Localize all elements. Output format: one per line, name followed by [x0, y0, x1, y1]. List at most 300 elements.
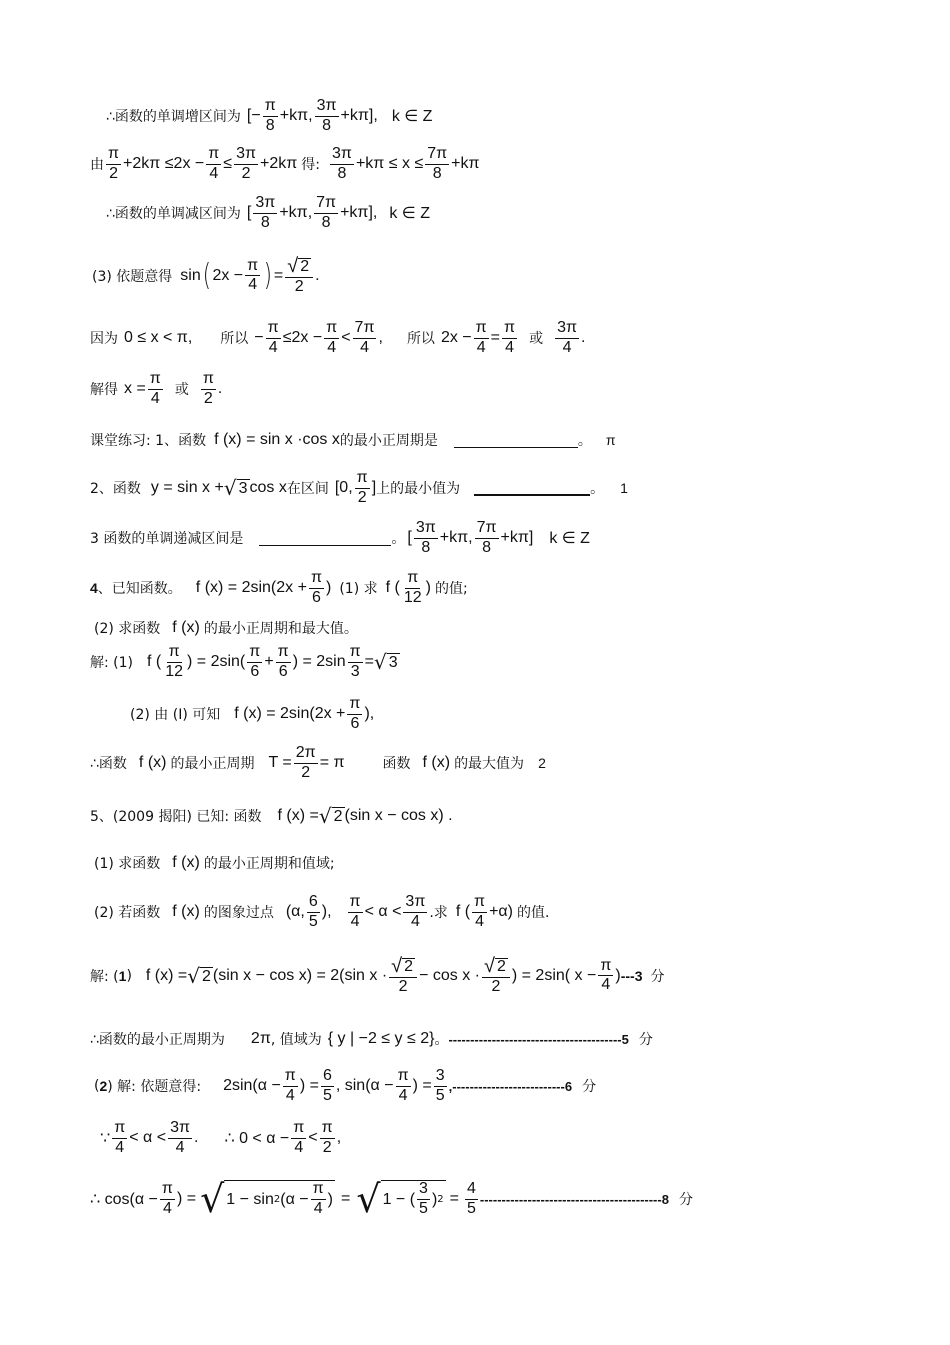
inequality-line — [90, 146, 480, 183]
numerator: π — [106, 146, 121, 165]
math: ), — [321, 903, 332, 921]
math: . — [581, 329, 586, 347]
math: 2x − — [440, 329, 472, 347]
math: [0, — [334, 479, 353, 497]
text: 得: — [301, 157, 321, 174]
math: [ — [407, 529, 412, 547]
fraction — [425, 146, 449, 183]
numerator: π — [160, 1181, 175, 1200]
math: ≤2x − — [282, 329, 323, 347]
numerator: π — [347, 696, 362, 715]
denominator: 4 — [248, 276, 258, 294]
solution-5-1-line — [90, 956, 665, 996]
fraction — [403, 894, 427, 931]
denominator: 8 — [432, 164, 442, 182]
denominator: 4 — [162, 1199, 172, 1217]
math: cos x — [249, 479, 287, 497]
fraction — [307, 894, 320, 931]
math: f (x) — [172, 903, 200, 921]
radical-sign: √ — [223, 476, 237, 501]
numerator: 6 — [321, 1068, 334, 1087]
math: ) — [425, 579, 431, 597]
numerator: 3π — [168, 1120, 192, 1139]
math: +kπ], — [340, 204, 378, 222]
math: < α < — [129, 1129, 167, 1147]
denominator: 6 — [278, 662, 288, 680]
radical-sign: √ — [374, 650, 387, 675]
denominator: 6 — [250, 662, 260, 680]
fraction — [263, 98, 278, 135]
math: (α − — [280, 1190, 309, 1208]
numerator — [482, 956, 510, 978]
text: 的最小正周期是 — [339, 433, 438, 449]
math: ) — [326, 579, 332, 597]
denominator: 12 — [403, 588, 422, 606]
fraction — [472, 894, 487, 931]
math: = — [490, 329, 501, 347]
denominator: 5 — [466, 1199, 476, 1217]
math: { y | −2 ≤ y ≤ 2} — [327, 1030, 435, 1047]
text: (2) 求函数 — [94, 621, 161, 637]
math: (sin x − cos x) . — [344, 807, 453, 824]
radical-sign: √ — [187, 963, 200, 988]
radical-sign: √ — [287, 255, 299, 277]
denominator: 2 — [109, 164, 118, 182]
math: 2π — [250, 1030, 271, 1047]
denominator: 2 — [301, 763, 311, 781]
numerator: π — [283, 1068, 298, 1087]
math: ) = — [299, 1077, 319, 1095]
denominator: 4 — [115, 1138, 125, 1156]
denominator: 4 — [476, 338, 486, 356]
radicand — [381, 1180, 446, 1218]
fraction — [414, 520, 438, 557]
math: ) — [327, 1190, 333, 1208]
text: 5、(2009 揭阳) 已知: 函数 — [90, 809, 262, 825]
text: 在区间 — [286, 481, 329, 498]
math: ) = — [412, 1077, 432, 1095]
math: +2kπ — [260, 155, 298, 173]
score-unit: 分 — [650, 968, 665, 985]
fraction — [163, 644, 185, 681]
solution-4-2-line — [130, 696, 374, 733]
math: (α, — [285, 903, 305, 921]
math: k ∈ Z — [389, 205, 430, 223]
math: +2kπ ≤2x − — [123, 155, 205, 173]
exponent: 2 — [273, 1194, 281, 1206]
numerator: π — [201, 371, 216, 390]
denominator: 5 — [419, 1200, 428, 1218]
problem-5-part2-line — [94, 894, 549, 931]
text: 2、函数 — [90, 481, 141, 498]
text: (1) 求函数 — [94, 856, 161, 872]
fraction — [330, 146, 354, 183]
math: < — [308, 1129, 318, 1147]
denominator: 4 — [285, 1086, 295, 1104]
fraction — [320, 1120, 335, 1157]
numerator: π — [405, 570, 420, 589]
radicand — [224, 1180, 335, 1218]
math: +kπ ≤ x ≤ — [355, 155, 424, 173]
math: +kπ, — [439, 529, 473, 547]
fraction — [206, 146, 221, 183]
math: f (x) = — [145, 966, 188, 984]
numerator: 3π — [414, 520, 438, 539]
math: T = — [268, 754, 292, 772]
radicand: 3 — [238, 480, 248, 498]
period-range-line — [90, 1029, 653, 1049]
math: 1 − sin — [226, 1190, 274, 1208]
fraction — [266, 320, 281, 357]
fraction — [315, 98, 339, 135]
math: f (x) — [138, 754, 167, 772]
text: 所以 — [406, 331, 435, 348]
text: 。 — [391, 531, 406, 548]
denominator: 4 — [175, 1138, 185, 1156]
math: +kπ, — [279, 204, 313, 222]
radicand: 2 — [202, 967, 211, 985]
numerator: 3π — [330, 146, 354, 165]
right-paren: ) — [263, 257, 273, 293]
fraction — [168, 1120, 192, 1157]
fraction — [201, 371, 216, 408]
text: 的图象过点 — [203, 905, 274, 922]
math: − — [254, 329, 264, 347]
fraction — [314, 195, 338, 232]
math: = π — [319, 754, 345, 772]
math: +kπ] — [500, 529, 534, 547]
denominator: 4 — [150, 389, 160, 407]
denominator: 5 — [322, 1086, 332, 1104]
text: 由 — [90, 157, 104, 174]
denominator: 2 — [322, 1138, 332, 1156]
numerator: π — [348, 894, 363, 913]
math: x = — [124, 380, 146, 398]
math: +α) — [489, 903, 513, 921]
denominator: 4 — [601, 976, 611, 994]
numerator: π — [167, 644, 182, 663]
math: ∴ cos(α − — [90, 1191, 158, 1208]
text: 的最小正周期和最大值。 — [203, 621, 358, 637]
math: k ∈ Z — [391, 108, 433, 126]
math: = — [449, 1190, 459, 1207]
text: 解得 — [90, 382, 118, 399]
numerator: π — [598, 958, 613, 977]
problem-4-line — [90, 570, 468, 607]
denominator: 8 — [260, 213, 270, 231]
radicand: 2 — [404, 958, 414, 976]
answer-blank — [454, 433, 578, 448]
text: 的值; — [434, 581, 468, 598]
math: y = sin x + — [150, 479, 224, 497]
math: . — [315, 266, 320, 284]
denominator: 8 — [265, 116, 275, 134]
denominator: 4 — [562, 338, 572, 356]
denominator: 5 — [308, 912, 318, 930]
text: ∴函数的单调增区间为 — [106, 109, 241, 126]
text: ) 解: 依题意得: — [107, 1079, 202, 1096]
numerator: π — [291, 1120, 306, 1139]
fraction — [112, 1120, 127, 1157]
numerator: π — [266, 320, 281, 339]
fraction — [160, 1181, 175, 1218]
radical-sign: √ — [318, 804, 332, 828]
denominator: 6 — [312, 588, 321, 606]
numerator: 4 — [465, 1181, 478, 1200]
denominator: 2 — [294, 278, 304, 295]
denominator: 4 — [350, 912, 360, 930]
denominator: 8 — [421, 538, 431, 556]
text: 的最小正周期和值域; — [203, 856, 335, 872]
text: 或 — [529, 331, 544, 348]
numerator: π — [472, 894, 487, 913]
exercise-2-line — [90, 470, 628, 507]
numerator: 3π — [315, 98, 339, 117]
numerator: π — [355, 470, 370, 489]
fraction — [106, 146, 121, 183]
fraction — [283, 1068, 298, 1105]
denominator: 4 — [360, 338, 369, 356]
text: 。 — [590, 481, 605, 498]
math: f (x) — [422, 754, 451, 772]
numerator: π — [320, 1120, 335, 1139]
sqrt — [374, 650, 400, 675]
sqrt — [223, 476, 250, 501]
score-unit: 分 — [582, 1079, 597, 1096]
fraction — [321, 1068, 334, 1105]
fraction — [502, 320, 517, 357]
math: 0 ≤ x < π, — [124, 329, 193, 347]
math: f ( — [147, 653, 162, 671]
fraction — [247, 644, 262, 681]
denominator: 12 — [165, 662, 184, 680]
numerator: 3 — [417, 1181, 430, 1200]
radical-sign: √ — [200, 1177, 225, 1221]
denominator: 2 — [241, 164, 251, 182]
math: < α < — [364, 903, 402, 921]
fraction — [482, 956, 510, 996]
text: (2) 由 (Ⅰ) 可知 — [130, 707, 221, 724]
part3-line — [92, 256, 320, 296]
radical-sign: √ — [391, 955, 403, 977]
denominator: 8 — [322, 116, 332, 134]
denominator: 2 — [491, 978, 501, 995]
math: f (x) = 2sin(2x + — [195, 579, 307, 597]
text: 上的最小值为 — [376, 481, 461, 498]
text: (1) 求 — [339, 581, 378, 598]
numerator: π — [324, 320, 339, 339]
math: ∵ — [100, 1130, 111, 1148]
numerator: π — [263, 98, 278, 117]
fraction — [285, 256, 313, 296]
fraction — [389, 956, 417, 996]
fraction — [402, 570, 424, 607]
math: ≤ — [223, 155, 233, 173]
fraction — [311, 1181, 326, 1218]
answer: π — [605, 432, 616, 448]
problem-number: 4 — [90, 580, 98, 597]
math: = — [273, 266, 284, 284]
fraction — [355, 470, 370, 507]
math: 1 − ( — [382, 1190, 416, 1208]
text: 或 — [174, 382, 189, 399]
radical-sign: √ — [356, 1177, 381, 1221]
math: k ∈ Z — [549, 530, 590, 548]
math: sin — [180, 266, 201, 284]
exponent: 2 — [437, 1194, 444, 1206]
cos-value-line — [90, 1177, 693, 1221]
numerator: π — [502, 320, 517, 339]
math: f (x) — [172, 619, 200, 636]
math: ) — [615, 966, 621, 984]
math: +kπ — [451, 155, 480, 173]
math: − cos x · — [419, 966, 480, 984]
fraction — [276, 644, 291, 681]
math: + — [264, 653, 274, 671]
numerator: 3π — [403, 894, 427, 913]
math: [ — [246, 204, 252, 222]
score-dashes: ,--------------------------6 — [448, 1078, 573, 1094]
text: 、已知函数。 — [97, 581, 182, 598]
denominator: 4 — [398, 1086, 408, 1104]
text: 因为 — [90, 331, 118, 348]
fraction — [417, 1181, 430, 1218]
math: . — [217, 380, 223, 398]
fraction — [324, 320, 339, 357]
fraction — [309, 570, 324, 607]
denominator: 4 — [209, 164, 219, 182]
solution-line — [90, 371, 222, 408]
denominator: 4 — [327, 338, 337, 356]
math: ) — [431, 1190, 438, 1208]
fraction — [465, 1181, 478, 1218]
numerator: 3π — [253, 195, 277, 214]
denominator: 2 — [357, 488, 367, 506]
text: ∴函数 — [90, 756, 127, 773]
math: ), — [364, 705, 375, 723]
sqrt — [484, 956, 508, 976]
numerator: 7π — [353, 320, 377, 339]
denominator: 4 — [475, 912, 484, 930]
math: f ( — [385, 579, 400, 597]
text: 1 — [118, 967, 127, 984]
numerator — [389, 956, 417, 978]
math: ) = 2sin( x − — [511, 966, 597, 984]
numerator: 3π — [234, 146, 258, 165]
radicand: 2 — [333, 808, 343, 825]
math: f (x) = 2sin(2x + — [234, 705, 346, 723]
fraction — [555, 320, 579, 357]
fraction — [234, 146, 258, 183]
math: = — [364, 653, 375, 671]
math: = — [341, 1190, 351, 1207]
math: ∴ 0 < α − — [224, 1130, 290, 1148]
decrease-interval-line — [106, 195, 430, 232]
numerator: π — [348, 644, 363, 663]
radicand: 2 — [496, 958, 506, 976]
math: ) = — [176, 1190, 197, 1207]
sqrt — [319, 806, 345, 826]
score-unit: 分 — [678, 1192, 693, 1208]
text: 。 — [434, 1032, 449, 1048]
fraction — [396, 1068, 411, 1105]
math: 2sin(α − — [223, 1077, 281, 1095]
numerator: π — [112, 1120, 127, 1139]
text: ∴函数的单调减区间为 — [106, 206, 241, 223]
numerator: π — [396, 1068, 411, 1087]
numerator: 7π — [475, 520, 499, 539]
math: , sin(α − — [335, 1077, 394, 1095]
sqrt — [287, 256, 311, 276]
numerator: 3 — [434, 1068, 447, 1087]
score-unit: 分 — [638, 1032, 653, 1048]
math: 2x − — [212, 266, 244, 284]
math: +kπ, — [279, 107, 313, 125]
text: ( — [94, 1078, 100, 1095]
numerator: π — [206, 146, 221, 165]
fraction — [347, 696, 362, 733]
answer: 1 — [620, 480, 628, 497]
math: [− — [246, 107, 261, 125]
denominator: 4 — [294, 1138, 304, 1156]
solution-5-2-line — [94, 1068, 596, 1105]
math: +kπ], — [340, 107, 378, 125]
numerator: π — [247, 644, 262, 663]
fraction — [291, 1120, 306, 1157]
text: ∴函数的最小正周期为 — [90, 1032, 225, 1048]
text: (3) 依题意得 — [92, 268, 173, 285]
period-max-line — [90, 745, 546, 782]
left-paren: ( — [202, 257, 211, 293]
math: , — [378, 329, 383, 347]
denominator: 8 — [337, 164, 347, 182]
text: 的最大值为 — [454, 756, 525, 773]
radical-sign: √ — [483, 955, 495, 977]
math: < — [341, 329, 351, 347]
numerator: 7π — [314, 195, 338, 214]
math: ] — [371, 479, 377, 497]
denominator: 6 — [350, 714, 360, 732]
text: .求 — [429, 905, 448, 922]
fraction — [348, 644, 363, 681]
score-dashes: ---3 — [620, 967, 643, 984]
score-dashes: ------------------------------------------8 — [479, 1191, 669, 1207]
sqrt — [391, 956, 415, 976]
math: f (x) = — [277, 807, 319, 824]
problem-4-part2-line — [94, 618, 358, 638]
big-sqrt — [200, 1177, 335, 1221]
fraction — [598, 958, 613, 995]
text: 课堂练习: 1、函数 — [90, 433, 207, 449]
numerator: 3π — [555, 320, 579, 339]
text: , 值域为 — [270, 1032, 322, 1048]
denominator: 5 — [435, 1086, 445, 1104]
denominator: 4 — [268, 338, 278, 356]
fraction — [474, 320, 489, 357]
denominator: 3 — [350, 662, 360, 680]
big-sqrt — [356, 1177, 445, 1221]
sqrt — [187, 963, 213, 988]
math: (sin x − cos x) = 2(sin x · — [212, 966, 388, 984]
denominator: 8 — [321, 213, 331, 231]
numerator: π — [311, 1181, 326, 1200]
denominator: 4 — [505, 338, 514, 356]
numerator: π — [276, 644, 291, 663]
fraction — [475, 520, 499, 557]
math: f (x) — [172, 854, 200, 871]
text: 。 — [577, 433, 592, 449]
text: 所以 — [220, 331, 249, 348]
